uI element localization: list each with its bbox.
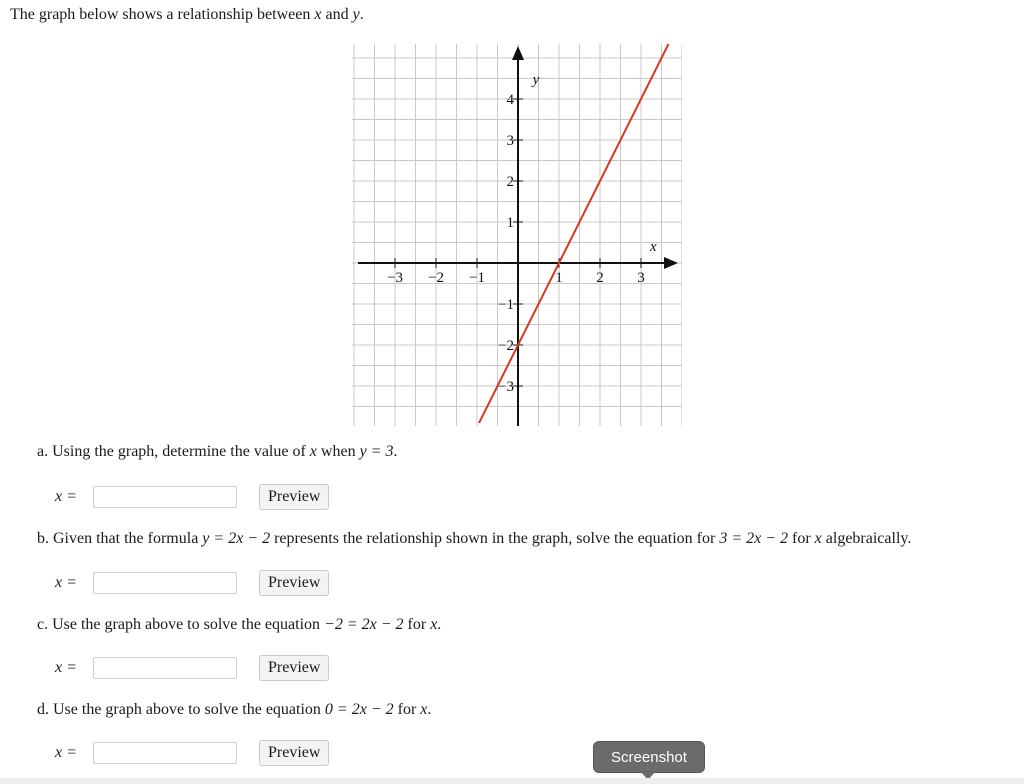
question-c <box>37 616 441 634</box>
answer-b-input[interactable] <box>93 572 237 594</box>
intro-var-x: x <box>314 6 322 23</box>
bottom-strip <box>0 778 1024 784</box>
answer-d-input[interactable] <box>93 742 237 764</box>
y-tick-label: −1 <box>498 297 514 313</box>
intro-text <box>10 6 364 24</box>
question-c-equation: −2 = 2x − 2 <box>324 616 404 633</box>
x-tick-label: 3 <box>637 270 645 286</box>
y-axis-label: y <box>532 72 540 88</box>
answer-b-label: x = <box>55 574 77 591</box>
x-axis-label: x <box>649 239 657 255</box>
preview-c-button[interactable]: Preview <box>259 655 329 681</box>
preview-a-button[interactable]: Preview <box>259 484 329 510</box>
question-a-prefix: a. Using the graph, determine the value of <box>37 443 310 460</box>
answer-c-input[interactable] <box>93 657 237 679</box>
y-tick-label: 2 <box>506 174 514 190</box>
question-b-prefix: b. Given that the formula <box>37 530 203 547</box>
answer-a-input[interactable] <box>93 486 237 508</box>
question-b-formula: y = 2x − 2 <box>202 530 271 547</box>
intro-post: . <box>359 6 364 23</box>
y-tick-label: 1 <box>506 215 514 231</box>
answer-row-d <box>55 740 329 766</box>
question-d-equation: 0 = 2x − 2 <box>324 701 394 718</box>
question-a-post: . <box>393 443 398 460</box>
intro-pre: The graph below shows a relationship between <box>10 6 315 23</box>
preview-d-button[interactable]: Preview <box>259 740 329 766</box>
x-tick-label: 1 <box>555 270 563 286</box>
question-b-mid2: for <box>788 530 815 547</box>
question-b-equation: 3 = 2x − 2 <box>719 530 789 547</box>
answer-a-label: x = <box>55 488 77 505</box>
question-b-post: algebraically. <box>821 530 912 547</box>
graph-axes <box>358 46 678 426</box>
graph-tick-labels <box>387 72 657 395</box>
answer-c-label: x = <box>55 659 77 676</box>
question-a-var: x <box>309 443 317 460</box>
question-b-var: x <box>814 530 822 547</box>
question-b-mid: represents the relationship shown in the graph, solve the equation for <box>270 530 720 547</box>
question-a <box>37 443 397 461</box>
question-d-mid: for <box>393 701 421 718</box>
question-b <box>37 530 911 548</box>
question-a-mid: when <box>316 443 360 460</box>
x-tick-label: −3 <box>387 270 403 286</box>
coordinate-graph <box>352 44 682 426</box>
answer-row-b <box>55 570 329 596</box>
preview-b-button[interactable]: Preview <box>259 570 329 596</box>
y-axis-arrow <box>512 46 524 60</box>
question-d-post: . <box>427 701 432 718</box>
x-tick-label: 2 <box>596 270 604 286</box>
x-tick-label: −2 <box>428 270 444 286</box>
question-c-mid: for <box>403 616 431 633</box>
y-tick-label: 3 <box>506 133 514 149</box>
intro-mid: and <box>321 6 353 23</box>
x-axis-arrow <box>664 257 678 269</box>
question-c-post: . <box>437 616 442 633</box>
question-c-var: x <box>430 616 438 633</box>
answer-d-label: x = <box>55 744 77 761</box>
y-tick-label: 4 <box>506 92 514 108</box>
y-tick-label: −2 <box>498 338 514 354</box>
question-d-prefix: d. Use the graph above to solve the equation <box>37 701 325 718</box>
answer-row-a <box>55 484 329 510</box>
answer-row-c <box>55 655 329 681</box>
question-c-prefix: c. Use the graph above to solve the equation <box>37 616 325 633</box>
question-a-equation: y = 3 <box>359 443 394 460</box>
question-d <box>37 701 431 719</box>
y-tick-label: −3 <box>498 379 514 395</box>
x-tick-label: −1 <box>469 270 485 286</box>
screenshot-button[interactable]: Screenshot <box>593 741 705 773</box>
question-d-var: x <box>420 701 428 718</box>
intro-var-y: y <box>352 6 360 23</box>
